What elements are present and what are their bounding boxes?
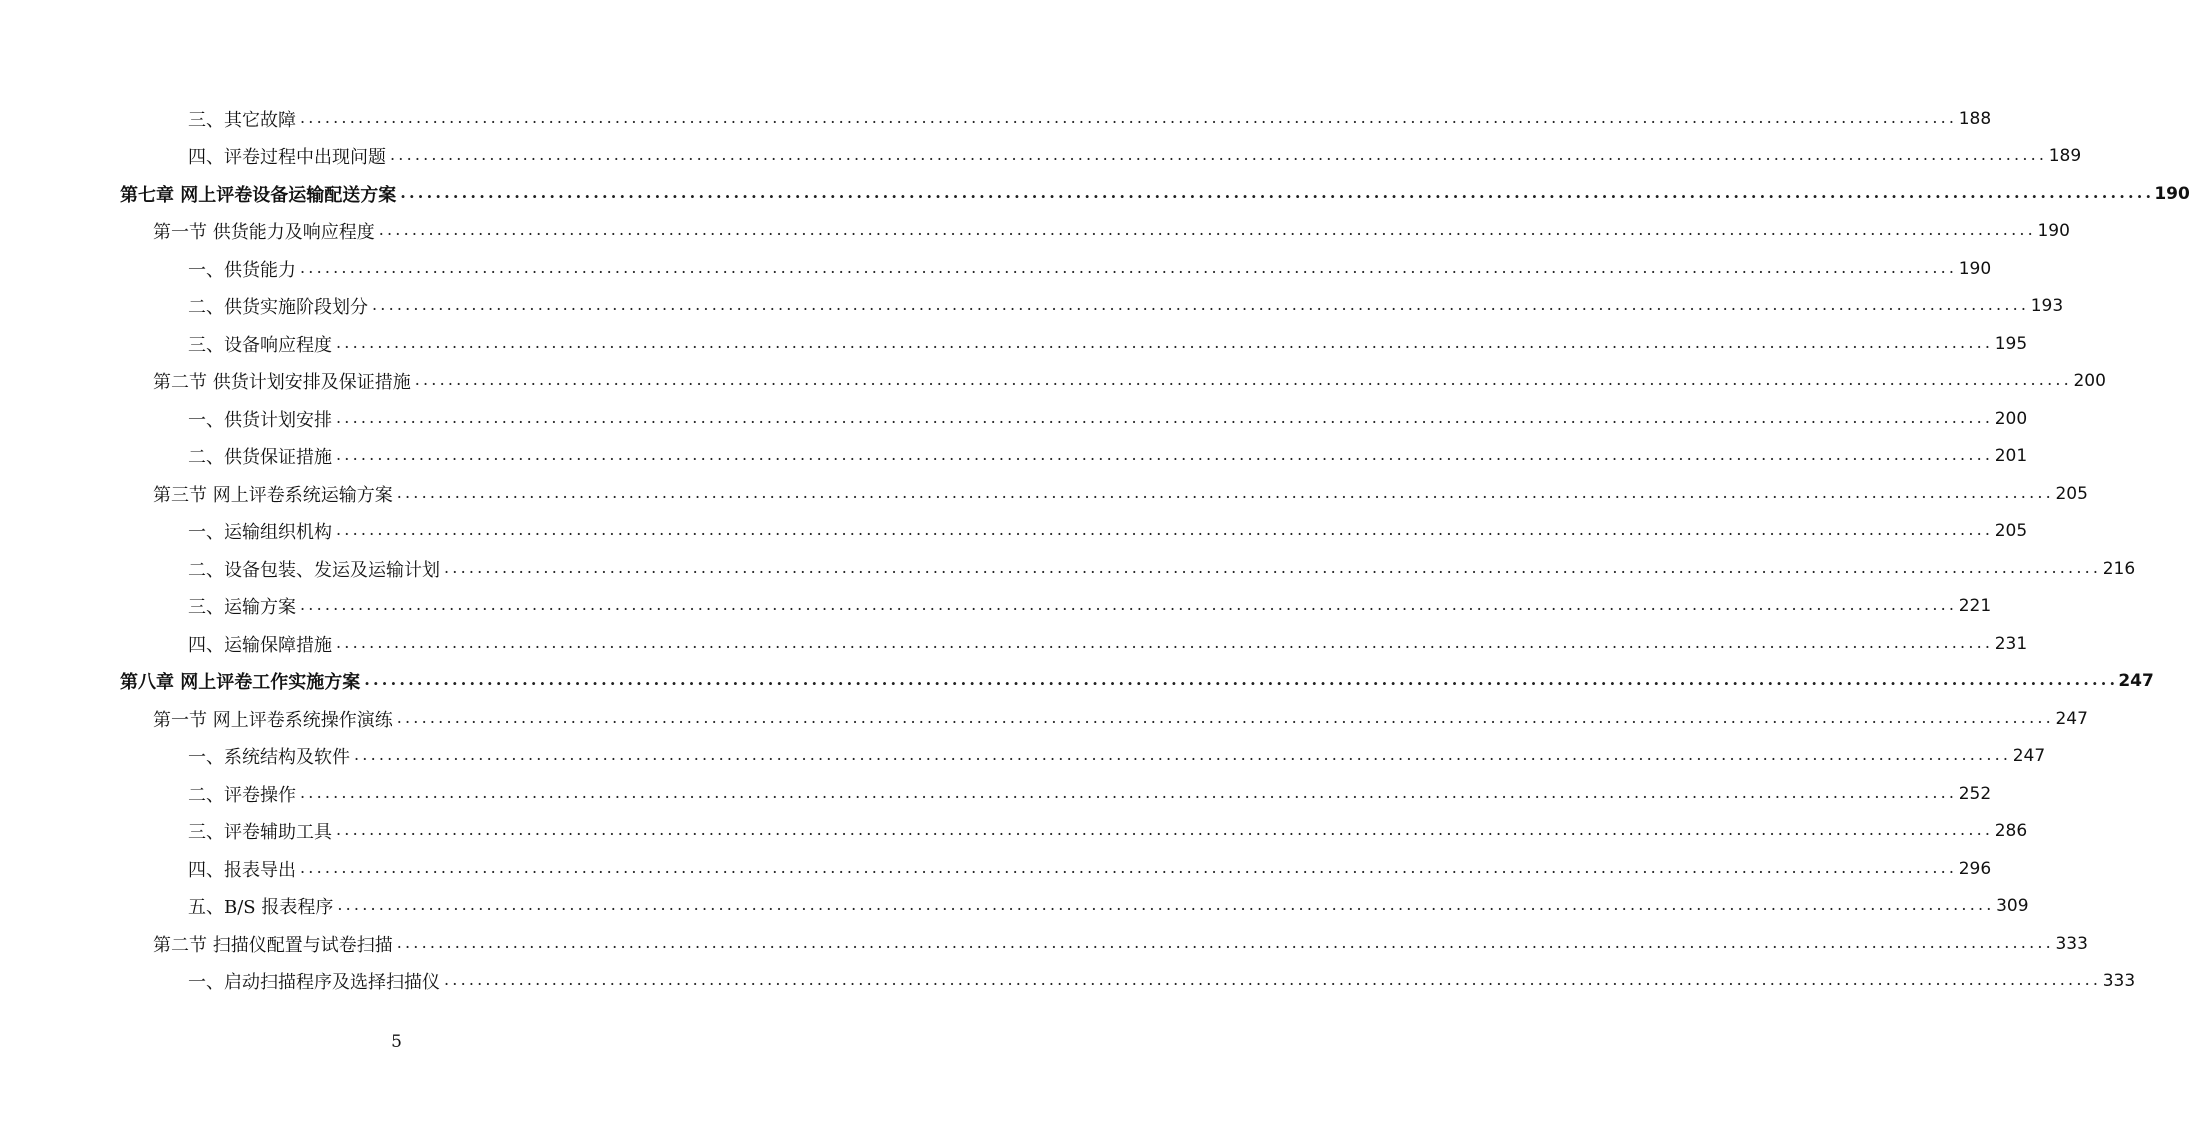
toc-entry-page: 205 bbox=[1994, 521, 2028, 542]
toc-entry-page: 195 bbox=[1994, 333, 2028, 354]
toc-entry-title: 二、供货实施阶段划分 bbox=[188, 297, 368, 319]
toc-entry-page: 189 bbox=[2048, 146, 2082, 167]
toc-subsection-entry bbox=[188, 288, 2064, 326]
toc-subsection-entry bbox=[188, 325, 2028, 363]
toc-dot-leader: ........................................................................................................................................................................................................ bbox=[336, 820, 1994, 840]
toc-entry-page: 205 bbox=[2055, 483, 2088, 504]
toc-dot-leader: ........................................................................................................................................................................................................ bbox=[400, 182, 2155, 202]
toc-subsection-entry bbox=[188, 775, 1992, 813]
toc-entry-title: 第二节 供货计划安排及保证措施 bbox=[153, 372, 411, 394]
toc-subsection-entry bbox=[188, 100, 1992, 138]
toc-entry-page: 221 bbox=[1958, 596, 1992, 617]
toc-dot-leader: ........................................................................................................................................................................................................ bbox=[364, 670, 2119, 690]
toc-entry-page: 216 bbox=[2102, 558, 2136, 579]
toc-subsection-entry bbox=[188, 438, 2028, 476]
toc-entry-title: 第二节 扫描仪配置与试卷扫描 bbox=[153, 934, 393, 956]
toc-entry-title: 三、运输方案 bbox=[188, 597, 296, 619]
toc-dot-leader: ........................................................................................................................................................................................................ bbox=[300, 595, 1958, 615]
toc-entry-page: 247 bbox=[2012, 746, 2046, 767]
toc-section-entry bbox=[153, 475, 2088, 513]
toc-dot-leader: ........................................................................................................................................................................................................ bbox=[336, 632, 1994, 652]
toc-section-entry bbox=[153, 213, 2070, 251]
toc-dot-leader: ........................................................................................................................................................................................................ bbox=[444, 557, 2102, 577]
toc-dot-leader: ........................................................................................................................................................................................................ bbox=[300, 257, 1958, 277]
toc-entry-title: 一、供货计划安排 bbox=[188, 409, 332, 431]
toc-entry-title: 四、运输保障措施 bbox=[188, 634, 332, 656]
toc-entry-title: 三、评卷辅助工具 bbox=[188, 822, 332, 844]
toc-entry-page: 296 bbox=[1958, 858, 1992, 879]
toc-subsection-entry bbox=[188, 738, 2046, 776]
toc-entry-page: 286 bbox=[1994, 821, 2028, 842]
toc-subsection-entry bbox=[188, 400, 2028, 438]
toc-dot-leader: ........................................................................................................................................................................................................ bbox=[300, 782, 1958, 802]
toc-entry-page: 193 bbox=[2030, 296, 2064, 317]
toc-dot-leader: ........................................................................................................................................................................................................ bbox=[396, 482, 2054, 502]
toc-subsection-entry bbox=[188, 625, 2028, 663]
toc-subsection-entry bbox=[188, 550, 2136, 588]
toc-entry-page: 247 bbox=[2118, 671, 2154, 692]
toc-entry-page: 188 bbox=[1958, 108, 1992, 129]
toc-entry-page: 333 bbox=[2102, 971, 2136, 992]
toc-entry-title: 第一节 供货能力及响应程度 bbox=[153, 222, 375, 244]
toc-section-entry bbox=[153, 363, 2106, 401]
toc-subsection-entry bbox=[188, 588, 1992, 626]
toc-entry-page: 309 bbox=[1996, 896, 2029, 917]
toc-entry-title: 二、供货保证措施 bbox=[188, 447, 332, 469]
toc-entry-title: 第八章 网上评卷工作实施方案 bbox=[120, 672, 361, 694]
toc-entry-title: 三、其它故障 bbox=[188, 109, 296, 131]
toc-entry-title: 五、B/S 报表程序 bbox=[188, 897, 334, 919]
toc-dot-leader: ........................................................................................................................................................................................................ bbox=[414, 370, 2072, 390]
toc-dot-leader: ........................................................................................................................................................................................................ bbox=[354, 745, 2012, 765]
toc-dot-leader: ........................................................................................................................................................................................................ bbox=[378, 220, 2036, 240]
toc-dot-leader: ........................................................................................................................................................................................................ bbox=[390, 145, 2048, 165]
toc-entry-page: 190 bbox=[2154, 183, 2190, 204]
toc-entry-title: 第三节 网上评卷系统运输方案 bbox=[153, 484, 393, 506]
toc-entry-title: 一、系统结构及软件 bbox=[188, 747, 350, 769]
toc-entry-page: 200 bbox=[1994, 408, 2028, 429]
toc-entry-title: 一、供货能力 bbox=[188, 259, 296, 281]
toc-entry-page: 231 bbox=[1994, 633, 2028, 654]
toc-entry-title: 四、评卷过程中出现问题 bbox=[188, 147, 386, 169]
toc-entry-title: 三、设备响应程度 bbox=[188, 334, 332, 356]
toc-entry-title: 四、报表导出 bbox=[188, 859, 296, 881]
toc-dot-leader: ........................................................................................................................................................................................................ bbox=[336, 520, 1994, 540]
page-number: 5 bbox=[391, 1032, 402, 1052]
toc-subsection-entry bbox=[188, 250, 1992, 288]
toc-dot-leader: ........................................................................................................................................................................................................ bbox=[300, 107, 1958, 127]
toc-dot-leader: ........................................................................................................................................................................................................ bbox=[336, 407, 1994, 427]
toc-subsection-entry bbox=[188, 513, 2028, 551]
toc-entry-page: 200 bbox=[2073, 371, 2106, 392]
toc-dot-leader: ........................................................................................................................................................................................................ bbox=[372, 295, 2030, 315]
toc-dot-leader: ........................................................................................................................................................................................................ bbox=[396, 707, 2054, 727]
toc-section-entry bbox=[153, 700, 2088, 738]
toc-entry-title: 二、设备包装、发运及运输计划 bbox=[188, 559, 440, 581]
toc-subsection-entry bbox=[188, 850, 1992, 888]
toc-dot-leader: ........................................................................................................................................................................................................ bbox=[336, 332, 1994, 352]
toc-entry-title: 第七章 网上评卷设备运输配送方案 bbox=[120, 184, 397, 206]
toc-subsection-entry bbox=[188, 813, 2028, 851]
toc-dot-leader: ........................................................................................................................................................................................................ bbox=[336, 445, 1994, 465]
toc-entry-page: 190 bbox=[1958, 258, 1992, 279]
toc-entry-page: 247 bbox=[2055, 708, 2088, 729]
toc-subsection-entry bbox=[188, 888, 2029, 926]
toc-chapter-entry bbox=[120, 663, 2154, 701]
toc-entry-title: 一、启动扫描程序及选择扫描仪 bbox=[188, 972, 440, 994]
toc-dot-leader: ........................................................................................................................................................................................................ bbox=[300, 857, 1958, 877]
toc-section-entry bbox=[153, 925, 2088, 963]
toc-dot-leader: ........................................................................................................................................................................................................ bbox=[337, 895, 1995, 915]
toc-subsection-entry bbox=[188, 963, 2136, 1001]
toc-entry-title: 第一节 网上评卷系统操作演练 bbox=[153, 709, 393, 731]
toc-entry-page: 252 bbox=[1958, 783, 1992, 804]
toc-chapter-entry bbox=[120, 175, 2190, 213]
toc-entry-page: 190 bbox=[2037, 221, 2070, 242]
toc-entry-title: 一、运输组织机构 bbox=[188, 522, 332, 544]
toc-dot-leader: ........................................................................................................................................................................................................ bbox=[396, 932, 2054, 952]
toc-subsection-entry bbox=[188, 138, 2082, 176]
toc-entry-page: 201 bbox=[1994, 446, 2028, 467]
toc-entry-title: 二、评卷操作 bbox=[188, 784, 296, 806]
toc-entry-page: 333 bbox=[2055, 933, 2088, 954]
toc-dot-leader: ........................................................................................................................................................................................................ bbox=[444, 970, 2102, 990]
